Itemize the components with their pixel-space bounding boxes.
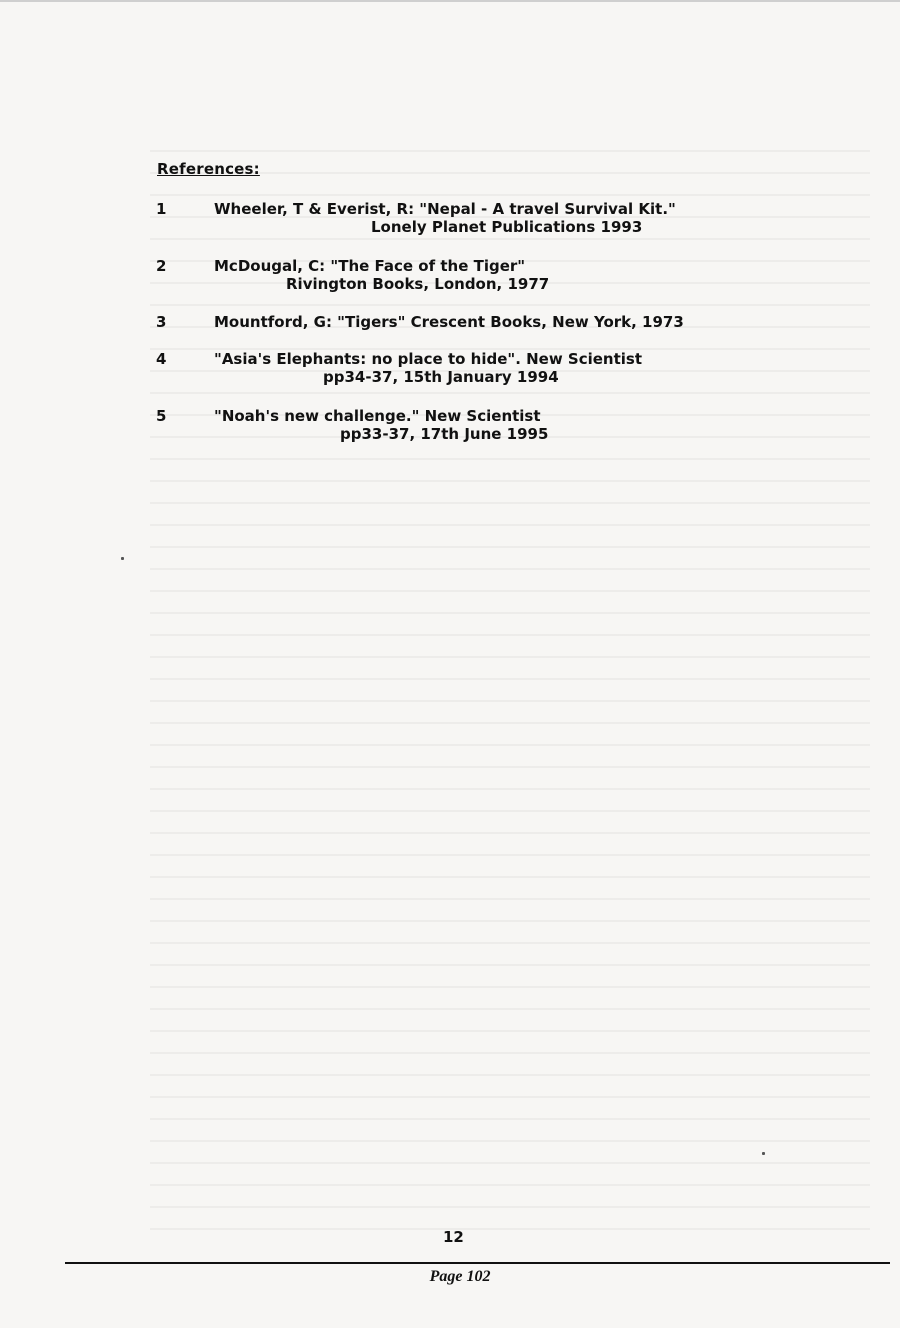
reference-line-2: Lonely Planet Publications 1993 — [371, 218, 643, 236]
reference-number: 3 — [156, 313, 167, 331]
reference-line-1: McDougal, C: "The Face of the Tiger" — [214, 257, 526, 275]
page-number: 12 — [443, 1228, 464, 1246]
reference-line-2: pp33-37, 17th June 1995 — [340, 425, 549, 443]
reference-line-1: "Noah's new challenge." New Scientist — [214, 407, 541, 425]
reference-number: 5 — [156, 407, 167, 425]
scan-speck — [762, 1152, 765, 1155]
reference-line-1: Mountford, G: "Tigers" Crescent Books, New York, 1973 — [214, 313, 684, 331]
references-heading: References: — [157, 160, 260, 178]
scan-speck — [121, 557, 124, 560]
reference-number: 4 — [156, 350, 167, 368]
footer-page-label: Page 102 — [429, 1268, 491, 1285]
footer-rule — [65, 1262, 890, 1264]
reference-line-2: pp34-37, 15th January 1994 — [323, 368, 559, 386]
reference-number: 1 — [156, 200, 167, 218]
reference-line-1: "Asia's Elephants: no place to hide". New Scientist — [214, 350, 643, 368]
reference-line-2: Rivington Books, London, 1977 — [286, 275, 550, 293]
page-top-edge — [0, 0, 900, 2]
reference-line-1: Wheeler, T & Everist, R: "Nepal - A travel Survival Kit." — [214, 200, 676, 218]
reference-number: 2 — [156, 257, 167, 275]
